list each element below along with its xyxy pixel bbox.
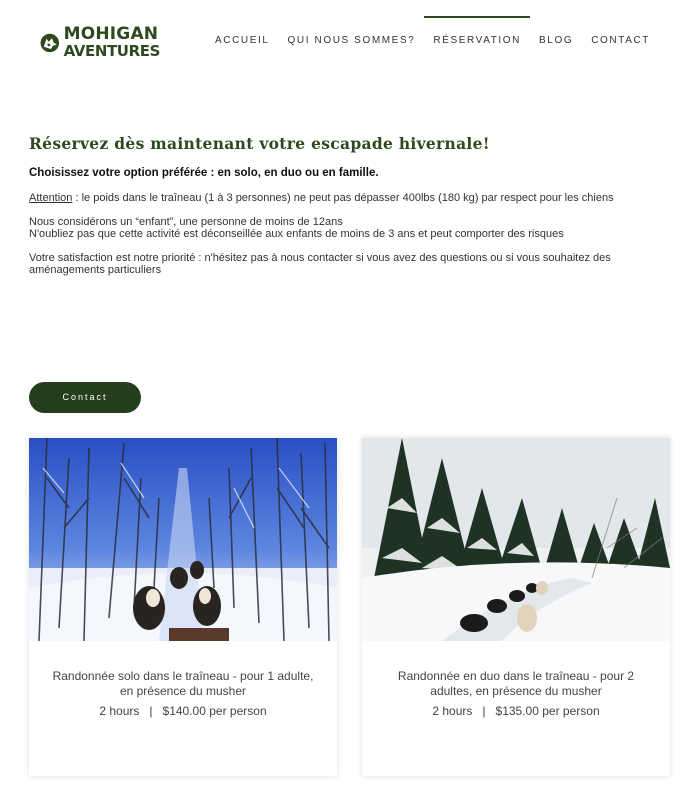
- reservation-intro: [29, 134, 669, 288]
- logo-wordmark: [64, 26, 160, 60]
- offer-duration: 2 hours: [99, 704, 140, 718]
- child-note: [29, 216, 669, 241]
- child-warning: N'oubliez pas que cette activité est déconseillée aux enfants de moins de 3 ans et peut comporter des risques: [29, 228, 564, 240]
- contact-button[interactable]: Contact: [29, 382, 141, 413]
- attention-text: : le poids dans le traîneau (1 à 3 personnes) ne peut pas dépasser 400lbs (180 kg) par respect pour les chiens: [72, 192, 614, 204]
- nav-item-reservation[interactable]: RÉSERVATION: [424, 16, 530, 56]
- offer-meta: [29, 704, 337, 718]
- nav-item-blog[interactable]: BLOG: [539, 35, 574, 46]
- main-nav: [206, 16, 659, 56]
- offer-card-solo[interactable]: [29, 438, 337, 776]
- offer-title[interactable]: Randonnée solo dans le traîneau - pour 1 adulte, en présence du musher: [52, 669, 314, 698]
- meta-separator: |: [482, 704, 486, 718]
- wolf-head-icon: [40, 25, 60, 61]
- meta-separator: |: [149, 704, 153, 718]
- satisfaction-note: Votre satisfaction est notre priorité : n'hésitez pas à nous contacter si vous avez des questions ou si vous souhaitez des aménagements particuliers: [29, 251, 611, 276]
- offer-meta: [362, 704, 670, 718]
- attention-label: Attention: [29, 192, 73, 204]
- nav-item-accueil[interactable]: ACCUEIL: [215, 35, 270, 46]
- attention-note: [29, 192, 669, 205]
- nav-item-qui-nous-sommes[interactable]: QUI NOUS SOMMES?: [287, 35, 416, 46]
- snowy-pines-image[interactable]: [362, 438, 670, 641]
- site-header: [0, 0, 689, 80]
- nav-item-contact[interactable]: CONTACT: [591, 35, 651, 46]
- offer-price: $135.00 per person: [495, 704, 600, 718]
- logo-line-1: MOHIGAN: [63, 24, 159, 44]
- page-title: Réservez dès maintenant votre escapade hivernale!: [29, 134, 490, 153]
- offer-title[interactable]: Randonnée en duo dans le traîneau - pour 2 adultes, en présence du musher: [397, 669, 635, 698]
- offer-price: $140.00 per person: [162, 704, 267, 718]
- offer-duration: 2 hours: [432, 704, 473, 718]
- site-logo[interactable]: [40, 22, 160, 64]
- options-lead: Choisissez votre option préférée : en solo, en duo ou en famille.: [29, 167, 379, 179]
- forest-trail-image[interactable]: [29, 438, 337, 641]
- child-definition: Nous considérons un “enfant”, une personne de moins de 12ans: [29, 215, 343, 228]
- logo-line-2: AVENTURES: [63, 42, 160, 60]
- offer-card-duo[interactable]: [362, 438, 670, 776]
